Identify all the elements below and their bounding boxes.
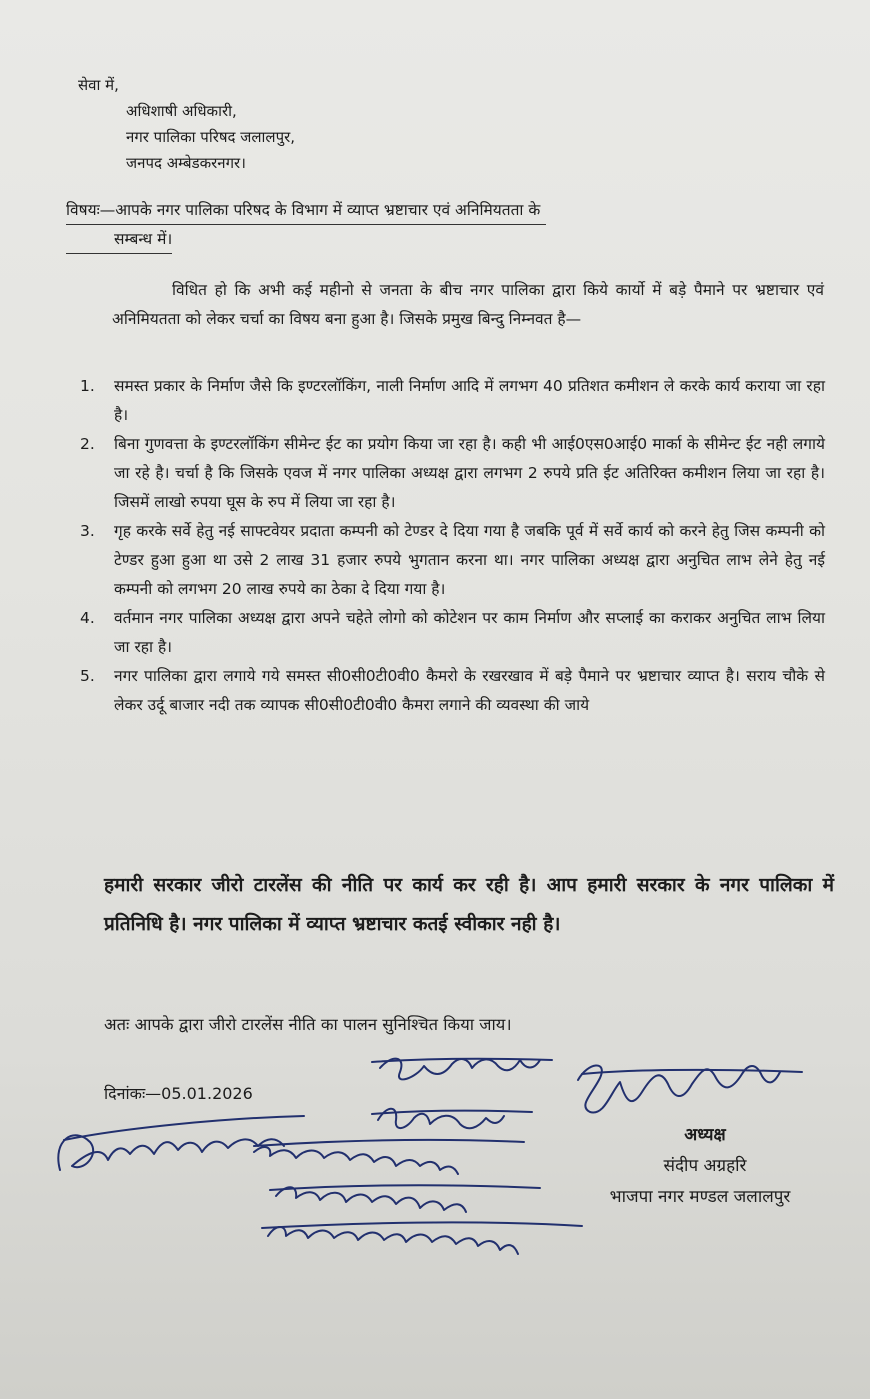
point-text: गृह करके सर्वे हेतु नई साफ्टवेयर प्रदाता कम्पनी को टेण्डर दे दिया गया है जबकि पूर्व में सर्वे कार्य को करने हेतु जिस कम्पनी को टेण्डर हुआ हुआ था उसे 2 लाख 31 हजार रुपये भुगतान करना था। नगर पालिका अध्यक्ष द्वारा अनुचित लाभ लेने हेतु नई कम्पनी को लगभग 20 लाख रुपये का ठेका दे दिया गया है।: [114, 522, 825, 598]
witness-signature-1: [372, 1059, 552, 1080]
address-line-3: जनपद अम्बेडकरनगर।: [126, 154, 246, 172]
point-text: नगर पालिका द्वारा लगाये गये समस्त सी0सी0टी0वी0 कैमरो के रखरखाव में बड़े पैमाने पर भ्रष्टाचार व्याप्त है। सराय चौके से लेकर उर्दू बाजार नदी तक व्यापक सी0सी0टी0वी0 कैमरा लगाने की व्यवस्था की जाये: [114, 667, 825, 714]
signatory-role: अध्यक्ष: [684, 1125, 726, 1145]
signatory-block: [560, 1122, 850, 1207]
point-number: 1.: [80, 377, 95, 395]
point-number: 2.: [80, 435, 95, 453]
point-text: समस्त प्रकार के निर्माण जैसे कि इण्टरलॉकिंग, नाली निर्माण आदि में लगभग 40 प्रतिशत कमीशन ले करके कार्य कराया जा रहा है।: [114, 377, 825, 424]
signatory-name: संदीप अग्रहरि: [663, 1156, 747, 1176]
witness-signature-5: [270, 1185, 540, 1212]
subject-line-2: सम्बन्ध में।: [66, 225, 172, 254]
point-number: 3.: [80, 522, 95, 540]
witness-signature-3: [58, 1116, 304, 1170]
witness-signature-6: [262, 1222, 582, 1254]
letter-date: दिनांकः—05.01.2026: [104, 1084, 253, 1103]
point-number: 5.: [80, 667, 95, 685]
subject-line-1: विषयः—आपके नगर पालिका परिषद के विभाग में व्याप्त भ्रष्टाचार एवं अनिमियतता के: [66, 196, 546, 225]
address-line-2: नगर पालिका परिषद जलालपुर,: [126, 128, 296, 146]
point-text: बिना गुणवत्ता के इण्टरलॉकिंग सीमेन्ट ईट का प्रयोग किया जा रहा है। कही भी आई0एस0आई0 मार्का के सीमेन्ट ईट नही लगाये जा रहे है। चर्चा है कि जिसके एवज में नगर पालिका अध्यक्ष द्वारा लगभग 2 रुपये प्रति ईट अतिरिक्त कमीशन लिया जा रहा है। जिसमें लाखो रुपया घूस के रुप में लिया जा रहा है।: [114, 435, 825, 511]
point-number: 4.: [80, 609, 95, 627]
intro-paragraph: विधित हो कि अभी कई महीनो से जनता के बीच नगर पालिका द्वारा किये कार्यो में बड़े पैमाने पर भ्रष्टाचार एवं अनिमियतता को लेकर चर्चा का विषय बना हुआ है। जिसके प्रमुख बिन्दु निम्नवत है—: [112, 281, 824, 328]
witness-signature-4: [254, 1140, 524, 1174]
point-text: वर्तमान नगर पालिका अध्यक्ष द्वारा अपने चहेते लोगो को कोटेशन पर काम निर्माण और सप्लाई का कराकर अनुचित लाभ लिया जा रहा है।: [114, 609, 825, 656]
bold-statement: हमारी सरकार जीरो टारलेंस की नीति पर कार्य कर रही है। आप हमारी सरकार के नगर पालिका में प्रतिनिधि है। नगर पालिका में व्याप्त भ्रष्टाचार कतई स्वीकार नही है।: [104, 874, 834, 935]
address-line-1: अधिशाषी अधिकारी,: [126, 102, 237, 120]
salutation: सेवा में,: [78, 76, 119, 94]
witness-signature-2: [372, 1109, 532, 1129]
closing-line: अतः आपके द्वारा जीरो टारलेंस नीति का पालन सुनिश्चित किया जाय।: [104, 1015, 512, 1034]
signatory-signature: [578, 1065, 802, 1112]
signatory-organization: भाजपा नगर मण्डल जलालपुर: [609, 1187, 791, 1207]
